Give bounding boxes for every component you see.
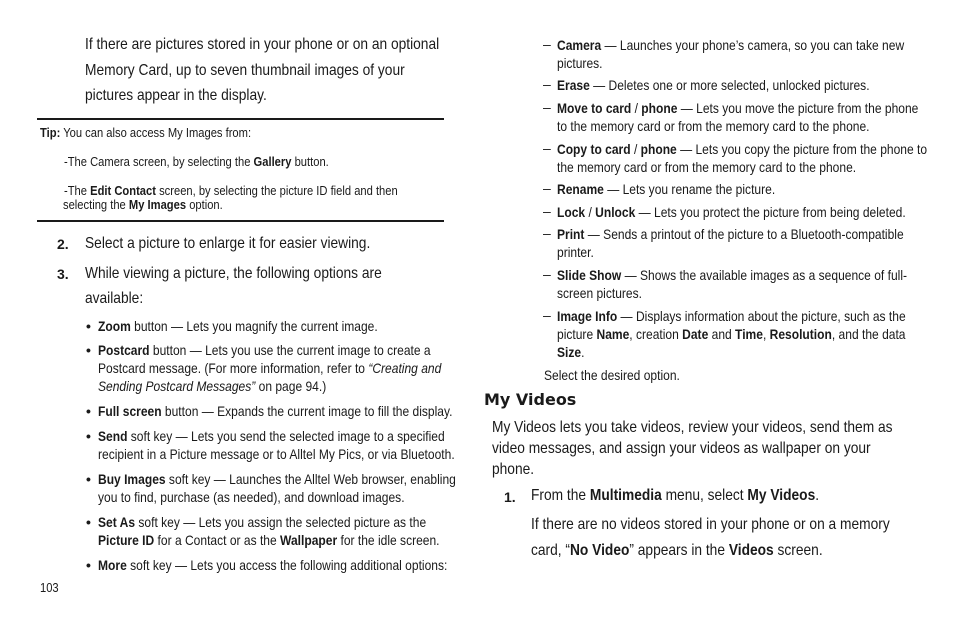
tip-bottom-rule [37,220,444,222]
tip-heading [40,126,285,140]
gallery-label: Gallery [253,154,292,169]
step-text: Select a picture to enlarge it for easier viewing. [85,235,371,252]
tip-top-rule [37,118,444,120]
option-move: Move to card / phone — Lets you move the picture from the phone to the memory card or from the memory card to the phone. [557,100,919,134]
option-camera: Camera — Launches your phone’s camera, so you can take new pictures. [557,37,905,71]
no-video-paragraph: If there are no videos stored in your phone or on a memory card, “No Video” appears in the Videos screen. [531,516,890,559]
option-copy: Copy to card / phone — Lets you copy the picture from the phone to the memory card or from the memory card to the phone. [557,141,928,175]
option-lock: Lock / Unlock — Lets you protect the picture from being deleted. [557,204,906,220]
tip-label: Tip: [40,125,61,140]
bullet-postcard: Postcard button — Lets you use the current image to create a Postcard message. (For more information, refer to “Creating and Sending Postcard Messages” on page 94.) [98,342,442,394]
edit-contact-label: Edit Contact [90,183,156,198]
option-print: Print — Sends a printout of the picture to a Bluetooth-compatible printer. [557,226,904,260]
bullet-dot: • [86,557,91,573]
page-number: 103 [40,580,59,595]
dash: – [543,266,551,282]
dash: – [543,225,551,241]
tip-text: You can also access My Images from: [63,125,252,140]
step-number: 1. [504,489,516,505]
bullet-more: More soft key — Lets you access the following additional options: [98,557,448,573]
dash: – [543,203,551,219]
bullet-set-as: Set As soft key — Lets you assign the selected picture as the Picture ID for a Contact or as the Wallpaper for the idle screen. [98,514,440,548]
intro-line: If there are pictures stored in your phone or on an optional [85,36,440,53]
dash: – [543,140,551,156]
bullet-send: Send soft key — Lets you send the selected image to a specified recipient in a Picture message or to Alltel My Pics, or via Bluetooth. [98,428,455,462]
select-desired-option: Select the desired option. [544,367,680,383]
option-erase: Erase — Deletes one or more selected, unlocked pictures. [557,77,870,93]
bullet-dot: • [86,514,91,530]
intro-paragraph [85,32,497,109]
bullet-dot: • [86,471,91,487]
my-videos-heading: My Videos [484,390,577,409]
dash: – [543,76,551,92]
option-slide-show: Slide Show — Shows the available images as a sequence of full- screen pictures. [557,267,908,301]
step-number: 3. [57,266,69,282]
my-videos-step: From the Multimedia menu, select My Videos. [531,487,820,504]
bullet-dot: • [86,342,91,358]
intro-line: Memory Card, up to seven thumbnail images of your [85,61,405,79]
tip-line-edit-contact: -The Edit Contact screen, by selecting the picture ID field and then [64,183,398,198]
tip-line-my-images: selecting the My Images option. [63,197,223,212]
bullet-dot: • [86,403,91,419]
step-text: While viewing a picture, the following options are available: [85,265,382,307]
option-image-info: Image Info — Displays information about the picture, such as the picture Name, creation Date and Time, Resolution, and the data Size. [557,308,906,360]
step-number: 2. [57,236,69,252]
bullet-dot: • [86,428,91,444]
dash: – [543,307,551,323]
dash: – [543,36,551,52]
bullet-zoom: Zoom button — Lets you magnify the current image. [98,318,378,334]
dash: – [543,180,551,196]
intro-line: pictures appear in the display. [85,87,267,104]
dash: – [543,99,551,115]
my-images-label: My Images [128,197,187,212]
tip-line-camera: -The Camera screen, by selecting the Gallery button. [64,154,329,169]
bullet-buy-images: Buy Images soft key — Launches the Alltel Web browser, enabling you to find, purchase (as needed), and download images. [98,471,456,505]
bullet-dot: • [86,318,91,334]
my-videos-paragraph: My Videos lets you take videos, review your videos, send them as video messages, and assign your videos as wallpaper on your phone. [492,419,893,478]
bullet-full-screen: Full screen button — Expands the current image to fill the display. [98,403,453,419]
option-rename: Rename — Lets you rename the picture. [557,181,776,197]
